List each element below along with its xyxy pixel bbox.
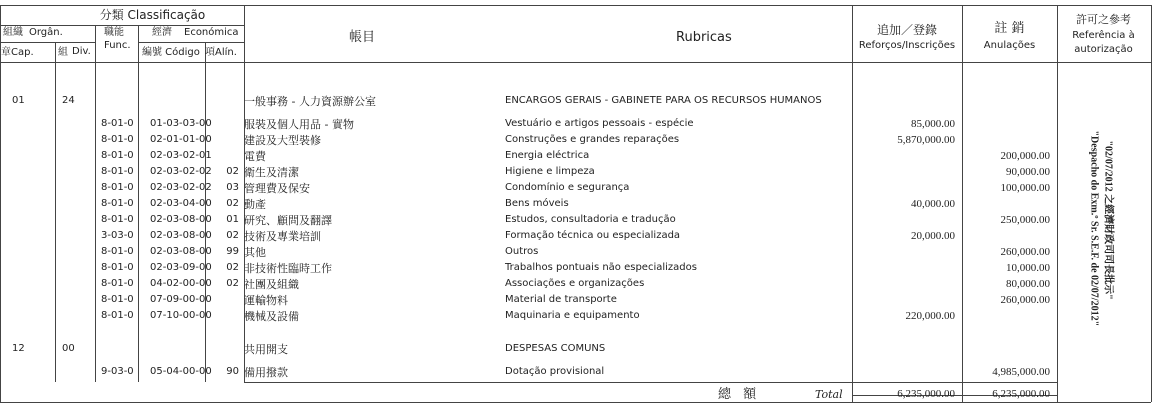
- cell-alinea: 03: [226, 182, 239, 193]
- cell-func: 8-01-0: [101, 262, 134, 273]
- cell-code: 02-03-08-00: [150, 246, 212, 257]
- cell-rubrica-pt: ENCARGOS GERAIS - GABINETE PARA OS RECURSOS HUMANOS: [505, 95, 822, 106]
- cell-rubrica-pt: Vestuário e artigos pessoais - espécie: [505, 118, 694, 129]
- header-rubrica-pt: Rubricas: [676, 30, 732, 45]
- cell-rubrica-pt: Trabalhos pontuais não especializados: [505, 262, 697, 273]
- cell-rubrica-pt: Maquinaria e equipamento: [505, 310, 640, 321]
- referencia-texto-zh: "02/07/2012 之經濟財政司司長批示": [1102, 140, 1114, 300]
- cell-anulacao: 4,985,000.00: [992, 366, 1050, 378]
- header-referencia-pt2: autorização: [1074, 44, 1133, 55]
- cell-rubrica-zh: 其他: [244, 246, 266, 259]
- cell-rubrica-zh: 備用撥款: [244, 366, 288, 379]
- cell-code: 02-03-02-02: [150, 182, 212, 193]
- header-rubrica-zh: 帳目: [349, 30, 376, 45]
- referencia-texto: "Despacho do Exm.º Sr. S.E.F. de 02/07/2012": [1088, 130, 1100, 327]
- cell-rubrica-pt: DESPESAS COMUNS: [505, 343, 606, 354]
- cell-rubrica-pt: Formação técnica ou especializada: [505, 230, 681, 241]
- cell-cap: 01: [12, 95, 25, 106]
- cell-rubrica-pt: Outros: [505, 246, 539, 257]
- cell-cap: 12: [12, 343, 25, 354]
- cell-func: 8-01-0: [101, 118, 134, 129]
- cell-func: 8-01-0: [101, 198, 134, 209]
- cell-alinea: 02: [226, 230, 239, 241]
- cell-code: 05-04-00-00: [150, 366, 212, 377]
- cell-rubrica-pt: Material de transporte: [505, 294, 617, 305]
- cell-alinea: 02: [226, 278, 239, 289]
- header-organica-pt: Orgân.: [29, 27, 63, 38]
- cell-rubrica-zh: 運輸物料: [244, 294, 288, 307]
- header-reforcos-pt: Reforços/Inscrições: [858, 40, 956, 51]
- cell-code: 02-03-02-01: [150, 150, 212, 161]
- cell-func: 8-01-0: [101, 246, 134, 257]
- cell-anulacao: 90,000.00: [1006, 166, 1050, 178]
- cell-rubrica-pt: Construções e grandes reparações: [505, 134, 680, 145]
- cell-code: 02-01-01-00: [150, 134, 212, 145]
- cell-code: 07-09-00-00: [150, 294, 212, 305]
- header-divisao-pt: Div.: [72, 46, 91, 57]
- cell-reforco: 20,000.00: [911, 230, 955, 242]
- cell-func: 8-01-0: [101, 278, 134, 289]
- cell-rubrica-zh: 研究、顧問及翻譯: [244, 214, 332, 227]
- cell-rubrica-zh: 機械及設備: [244, 310, 299, 323]
- cell-code: 02-03-09-00: [150, 262, 212, 273]
- cell-anulacao: 10,000.00: [1006, 262, 1050, 274]
- cell-code: 04-02-00-00: [150, 278, 212, 289]
- cell-alinea: 02: [226, 262, 239, 273]
- cell-rubrica-zh: 一般事務 - 人力資源辦公室: [244, 95, 376, 108]
- cell-rubrica-zh: 建設及大型裝修: [244, 134, 321, 147]
- header-organica-zh: 組織: [3, 27, 23, 38]
- header-capitulo: 章Cap.: [1, 47, 34, 58]
- cell-reforco: 85,000.00: [911, 118, 955, 130]
- cell-anulacao: 260,000.00: [1000, 294, 1050, 306]
- cell-alinea: 99: [226, 246, 239, 257]
- cell-func: 8-01-0: [101, 166, 134, 177]
- header-economica-zh: 經濟: [152, 27, 172, 38]
- cell-rubrica-zh: 技術及專業培訓: [244, 230, 321, 243]
- cell-rubrica-pt: Associações e organizações: [505, 278, 645, 289]
- cell-func: 8-01-0: [101, 294, 134, 305]
- total-reforco: 6,235,000.00: [897, 388, 955, 400]
- total-anulacao: 6,235,000.00: [992, 388, 1050, 400]
- cell-div: 00: [62, 343, 75, 354]
- header-referencia-zh: 許可之參考: [1076, 13, 1131, 26]
- cell-code: 02-03-04-00: [150, 198, 212, 209]
- cell-rubrica-zh: 服裝及個人用品 - 實物: [244, 118, 354, 131]
- cell-rubrica-zh: 共用開支: [244, 343, 288, 356]
- cell-alinea: 02: [226, 198, 239, 209]
- header-alinea: 項Alín.: [205, 47, 237, 58]
- cell-code: 07-10-00-00: [150, 310, 212, 321]
- header-referencia-pt1: Referência à: [1072, 30, 1135, 41]
- cell-rubrica-zh: 動產: [244, 198, 266, 211]
- cell-rubrica-zh: 管理費及保安: [244, 182, 310, 195]
- total-label-zh: 總 額: [718, 387, 761, 402]
- cell-anulacao: 200,000.00: [1000, 150, 1050, 162]
- cell-rubrica-zh: 電費: [244, 150, 266, 163]
- cell-func: 9-03-0: [101, 366, 134, 377]
- cell-anulacao: 80,000.00: [1006, 278, 1050, 290]
- cell-div: 24: [62, 95, 75, 106]
- cell-func: 8-01-0: [101, 310, 134, 321]
- header-reforcos-zh: 追加／登錄: [876, 23, 937, 37]
- cell-alinea: 01: [226, 214, 239, 225]
- header-divisao-zh: 組: [58, 47, 68, 58]
- header-anulacoes-pt: Anulações: [983, 40, 1036, 51]
- cell-code: 02-03-08-00: [150, 214, 212, 225]
- cell-reforco: 5,870,000.00: [897, 134, 955, 146]
- cell-reforco: 220,000.00: [905, 310, 955, 322]
- cell-rubrica-zh: 非技術性臨時工作: [244, 262, 332, 275]
- cell-rubrica-pt: Condomínio e segurança: [505, 182, 630, 193]
- header-anulacoes-zh: 註 銷: [994, 21, 1025, 36]
- cell-alinea: 02: [226, 166, 239, 177]
- cell-rubrica-pt: Estudos, consultadoria e tradução: [505, 214, 676, 225]
- header-codigo: 編號 Código: [142, 47, 200, 58]
- cell-rubrica-pt: Energia eléctrica: [505, 150, 590, 161]
- cell-rubrica-pt: Higiene e limpeza: [505, 166, 595, 177]
- header-economica-pt: Económica: [184, 27, 239, 38]
- total-label-pt: Total: [815, 388, 843, 401]
- cell-anulacao: 250,000.00: [1000, 214, 1050, 226]
- cell-rubrica-zh: 社團及組織: [244, 278, 299, 291]
- cell-func: 8-01-0: [101, 134, 134, 145]
- cell-rubrica-zh: 衛生及清潔: [244, 166, 299, 179]
- cell-func: 3-03-0: [101, 230, 134, 241]
- cell-func: 8-01-0: [101, 182, 134, 193]
- cell-rubrica-pt: Bens móveis: [505, 198, 569, 209]
- cell-reforco: 40,000.00: [911, 198, 955, 210]
- cell-code: 02-03-08-00: [150, 230, 212, 241]
- cell-func: 8-01-0: [101, 150, 134, 161]
- cell-anulacao: 260,000.00: [1000, 246, 1050, 258]
- header-funcional-zh: 職能: [104, 27, 124, 38]
- cell-func: 8-01-0: [101, 214, 134, 225]
- cell-rubrica-pt: Dotação provisional: [505, 366, 605, 377]
- cell-code: 01-03-03-00: [150, 118, 212, 129]
- cell-anulacao: 100,000.00: [1000, 182, 1050, 194]
- cell-code: 02-03-02-02: [150, 166, 212, 177]
- header-classificacao: 分類 Classificação: [99, 8, 206, 22]
- cell-alinea: 90: [226, 366, 239, 377]
- header-funcional-pt: Func.: [104, 40, 131, 51]
